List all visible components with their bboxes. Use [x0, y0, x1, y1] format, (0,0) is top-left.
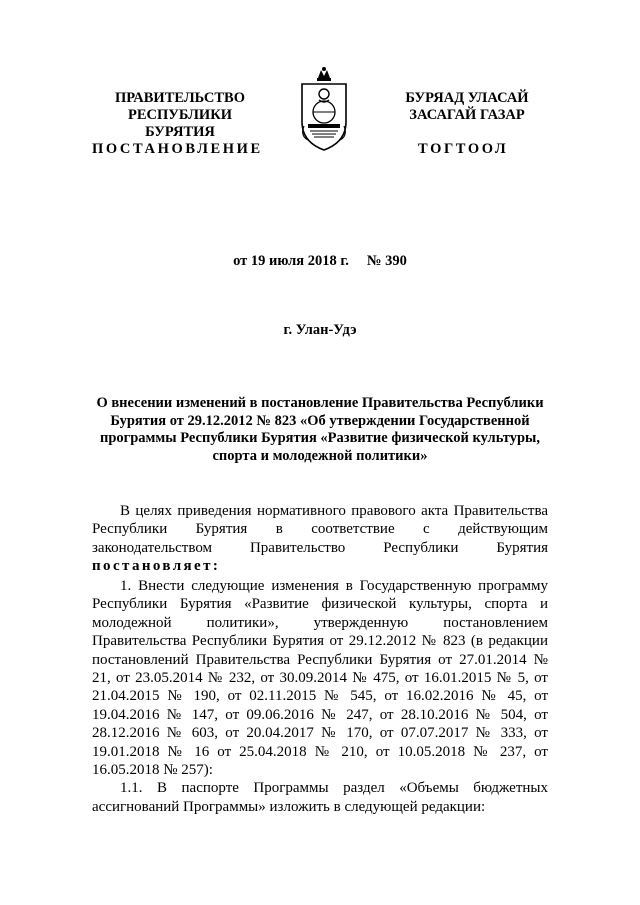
- item-1-1: 1.1. В паспорте Программы раздел «Объемы бюджетных ассигнований Программы» изложить в следующей редакции:: [92, 780, 548, 815]
- doctype-russian: ПОСТАНОВЛЕНИЕ: [92, 141, 263, 157]
- government-header-buryat: [388, 90, 546, 124]
- city: г. Улан-Удэ: [283, 322, 357, 338]
- header-left-line2: РЕСПУБЛИКИ БУРЯТИЯ: [127, 107, 233, 140]
- resolution-date: от 19 июля 2018 г.: [233, 253, 349, 269]
- coat-of-arms-icon: [297, 66, 351, 154]
- preamble: [92, 502, 548, 576]
- preamble-text: В целях приведения нормативного правового акта Правительства Республики Бурятия в соответствие с действующим законодательством Правительство Республики Бурятия: [92, 503, 548, 556]
- header-right-line1: БУРЯАД УЛАСАЙ: [405, 90, 529, 106]
- government-header-russian: [92, 90, 268, 141]
- resolves-word: постановляет:: [92, 558, 221, 575]
- doctype-buryat: ТОГТООЛ: [418, 141, 509, 157]
- resolution-items: [92, 577, 548, 816]
- header-left-line1: ПРАВИТЕЛЬСТВО: [115, 90, 245, 106]
- item-1: 1. Внести следующие изменения в Государственную программу Республики Бурятия «Развитие физической культуры, спорта и молодежной политики», утвержденную постановлением Правительства Республики Бурятия от 29.12.2012 № 823 (в редакции постановлений Правительства Республики Бурятия от 27.01.2014 № 21, от 23.05.2014 № 232, от 30.09.2014 № 475, от 16.01.2015 № 5, от 21.04.2015 № 190, от 02.11.2015 № 545, от 16.02.2016 № 45, от 19.04.2016 № 147, от 09.06.2016 № 247, от 28.10.2016 № 504, от 28.12.2016 № 603, от 20.04.2017 № 170, от 07.07.2017 № 333, от 19.01.2018 № 16 от 25.04.2018 № 210, от 10.05.2018 № 237, от 16.05.2018 № 257):: [92, 578, 548, 779]
- preamble-paragraph: [92, 502, 548, 576]
- header-right-line2: ЗАСАГАЙ ГАЗАР: [409, 107, 525, 123]
- resolution-date-number: [0, 253, 640, 270]
- document-title: О внесении изменений в постановление Правительства Республики Бурятия от 29.12.2012 № 823 «Об утверждении Государственной программы Республики Бурятия «Развитие физической культуры, спорта и молодежной политики»: [96, 395, 544, 464]
- resolution-number: № 390: [366, 253, 407, 269]
